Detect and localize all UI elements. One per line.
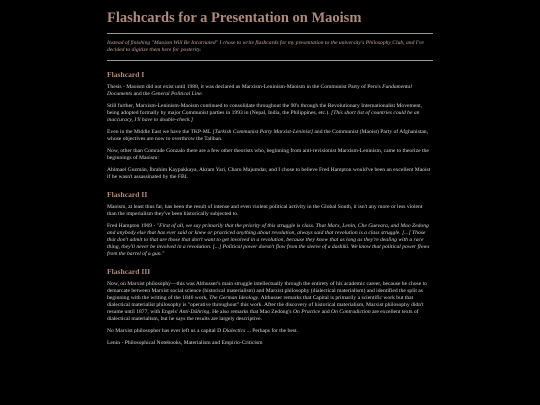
document-title: Fundamental Documents	[107, 84, 412, 97]
page-title: Flashcards for a Presentation on Maoism	[107, 10, 362, 26]
paragraph-text: Thesis - Maoism did not exist until 1988, it was declared as Marxism-Leninism-Maoism in the Communist Party of Peru's	[107, 84, 383, 90]
paragraph: Lenin - Philosophical Notebooks, Materialism and Empirio-Criticism	[107, 340, 263, 346]
section-heading: Flashcard III	[107, 267, 151, 276]
paragraph	[107, 223, 433, 258]
intro-text: Instead of finishing	[107, 40, 152, 46]
book-title: On Contradiction	[331, 309, 371, 315]
quotation: "First of all, we say primarily that the priority of this struggle is class. That Marx, Lenin, Che Guevara, and Mao Zedong and anybody else that has ever said or knew or practiced anything about revolution, always said that revolution is a class struggle. [...] Those that don't admit to that are those that don't want to get involved in a revolution, because they know that as long as they're dealing with a race thing, they'll never be involved in a revolution. [...] Political power doesn't flow from the sleeve of a dashiki. We know that political power flows from the barrel of a gun."	[107, 223, 430, 257]
paragraph-text: and the Communist (Maoist) Party of Afghanistan, whose objectives are now to overthrow the Taliban.	[107, 129, 429, 142]
paragraph: Abimael Guzmán, İbrahim Kaypakkaya, Akram Yari, Charu Majumdar, and I chose to believe Fred Hampton would've been an excellent Maoist if he wasn't assassinated by the FBI.	[107, 167, 431, 180]
paragraph-text: . Althusser remarks that Capital is primarily a scientific work but that dialectical materialist philosophy is "operative throughout" this work. After the discovery of historical materialism, Marxist philosophy didn't resume until 1877, with Engels'	[107, 295, 424, 315]
section-heading: Flashcard I	[107, 70, 145, 79]
document-title: General Political Line	[151, 91, 202, 97]
book-title: On Practice	[292, 309, 321, 315]
paragraph	[107, 103, 433, 124]
paragraph-text: and the	[132, 91, 152, 97]
quote-attribution: Fred Hampton 1969 -	[107, 223, 157, 229]
intro-divider	[107, 60, 433, 61]
paragraph-text: ... Perhaps for the best.	[245, 328, 298, 334]
book-title: Anti-Dühring	[179, 309, 210, 315]
paragraph-text: are excellent texts of dialectical materialism, but he says the results are largely descriptive.	[107, 309, 419, 322]
paragraph-text: . He also remarks that Mao Zedong's	[209, 309, 293, 315]
paragraph-text: Still further, Marxism-Leninism-Maoism continued to consolidate throughout the 90's through the Revolutionary Internationalist Movement, being adopted formally by major Communist parties in 1993 in (Nepal, India, the Philippines, etc.).	[107, 103, 423, 116]
section-heading: Flashcard II	[107, 190, 148, 199]
paragraph-text: .	[201, 91, 204, 97]
intro-text: I chose to write flashcards for my presentation to the university's Philosophy Club, and I've decided to digitize them here for posterity.	[107, 40, 424, 53]
title-divider	[107, 33, 433, 34]
paragraph	[107, 281, 433, 323]
paragraph-text: Even in the Middle East we have the TKP-ML	[107, 129, 213, 135]
translation-note: [Turkish Communist Party Marxist-Leninist]	[212, 129, 314, 135]
author-note: [This short list of countries could be an inaccuracy, I'll have to double-check.]	[107, 110, 420, 123]
paragraph: Maoism, at least thus far, has been the result of intense and even violent political activity in the Global South, it isn't any more or less violent than the imperialism they've been historically subjected to.	[107, 204, 423, 217]
paragraph	[107, 328, 433, 335]
paragraph-text: Now, on Marxist philosophy—this was Althusser's main struggle intellectually through the entirety of his academic career, because he chose to demarcate between Marxist social science (historical materialism) and Marxist philosophy (dialectical materialism) and identified the split as beginning with the writing of the 1846 work,	[107, 281, 427, 301]
book-title: The German Ideology	[209, 295, 259, 301]
paragraph	[107, 129, 433, 143]
intro-paragraph	[107, 40, 433, 54]
paragraph	[107, 84, 433, 98]
paragraph-text: No Marxist philosopher has ever left us a capital D	[107, 328, 223, 334]
paragraph-text: and	[320, 309, 332, 315]
book-title: Dialectics	[222, 328, 246, 334]
intro-quote: "Maoism Will Be Incarnated"	[151, 40, 218, 46]
document-page	[107, 0, 433, 352]
paragraph: Now, other than Comrade Gonzalo there are a few other theorists who, beginning from anti-revisionist Marxism-Leninism, came to theorize the beginnings of Maoism:	[107, 148, 429, 161]
